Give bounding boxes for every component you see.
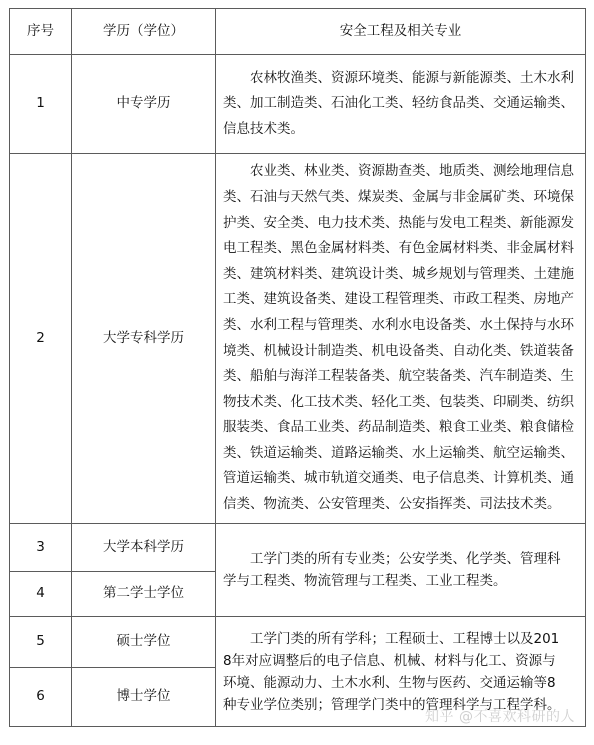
row-degree: 博士学位 <box>72 668 216 727</box>
row-degree: 中专学历 <box>72 55 216 154</box>
group-56-majors: 工学门类的所有学科；工程硕士、工程博士以及2018年对应调整后的电子信息、机械、材料与化工、资源与环境、能源动力、土木水利、生物与医药、交通运输等8种专业学位类别；管理学门类中的管理科学与工程学科。 <box>223 630 561 713</box>
row-serial: 2 <box>10 154 72 524</box>
row-degree: 大学本科学历 <box>72 524 216 572</box>
watermark: 知乎 @不喜欢科研的人 <box>425 709 575 725</box>
row-majors: 农业类、林业类、资源勘查类、地质类、测绘地理信息类、石油与天然气类、煤炭类、金属与非金属矿类、环境保护类、安全类、电力技术类、热能与发电工程类、新能源发电工程类、黑色金属材料类、有色金属材料类、非金属材料类、建筑材料类、建筑设计类、城乡规划与管理类、土建施工类、建筑设备类、建设工程管理类、市政工程类、房地产类、水利工程与管理类、水利水电设备类、水土保持与水环境类、机械设计制造类、机电设备类、自动化类、铁道装备类、船舶与海洋工程装备类、航空装备类、汽车制造类、生物技术类、化工技术类、轻化工类、包装类、印刷类、纺织服装类、食品工业类、药品制造类、粮食工业类、粮食储检类、铁道运输类、道路运输类、水上运输类、航空运输类、管道运输类、城市轨道交通类、电子信息类、计算机类、通信类、物流类、公安管理类、公安指挥类、司法技术类。 <box>223 163 574 513</box>
table-row <box>10 55 586 154</box>
row-serial: 1 <box>10 55 72 154</box>
header-majors: 安全工程及相关专业 <box>216 9 586 55</box>
major-requirements-table <box>9 8 586 727</box>
row-serial: 4 <box>10 572 72 617</box>
table-row <box>10 524 586 572</box>
header-degree: 学历（学位） <box>72 9 216 55</box>
row-majors-cell <box>216 154 586 524</box>
header-serial: 序号 <box>10 9 72 55</box>
table-row <box>10 617 586 668</box>
row-majors: 农林牧渔类、资源环境类、能源与新能源类、土木水利类、加工制造类、石油化工类、轻纺食品类、交通运输类、信息技术类。 <box>223 69 574 137</box>
table-header-row <box>10 9 586 55</box>
row-degree: 硕士学位 <box>72 617 216 668</box>
table-row <box>10 154 586 524</box>
document-page <box>9 8 585 737</box>
group-34-majors-cell <box>216 524 586 617</box>
row-degree: 第二学士学位 <box>72 572 216 617</box>
row-majors-cell <box>216 55 586 154</box>
row-serial: 6 <box>10 668 72 727</box>
group-56-majors-cell <box>216 617 586 727</box>
group-34-majors: 工学门类的所有专业类；公安学类、化学类、管理科学与工程类、物流管理与工程类、工业工程类。 <box>223 551 561 589</box>
row-serial: 3 <box>10 524 72 572</box>
row-serial: 5 <box>10 617 72 668</box>
row-degree: 大学专科学历 <box>72 154 216 524</box>
